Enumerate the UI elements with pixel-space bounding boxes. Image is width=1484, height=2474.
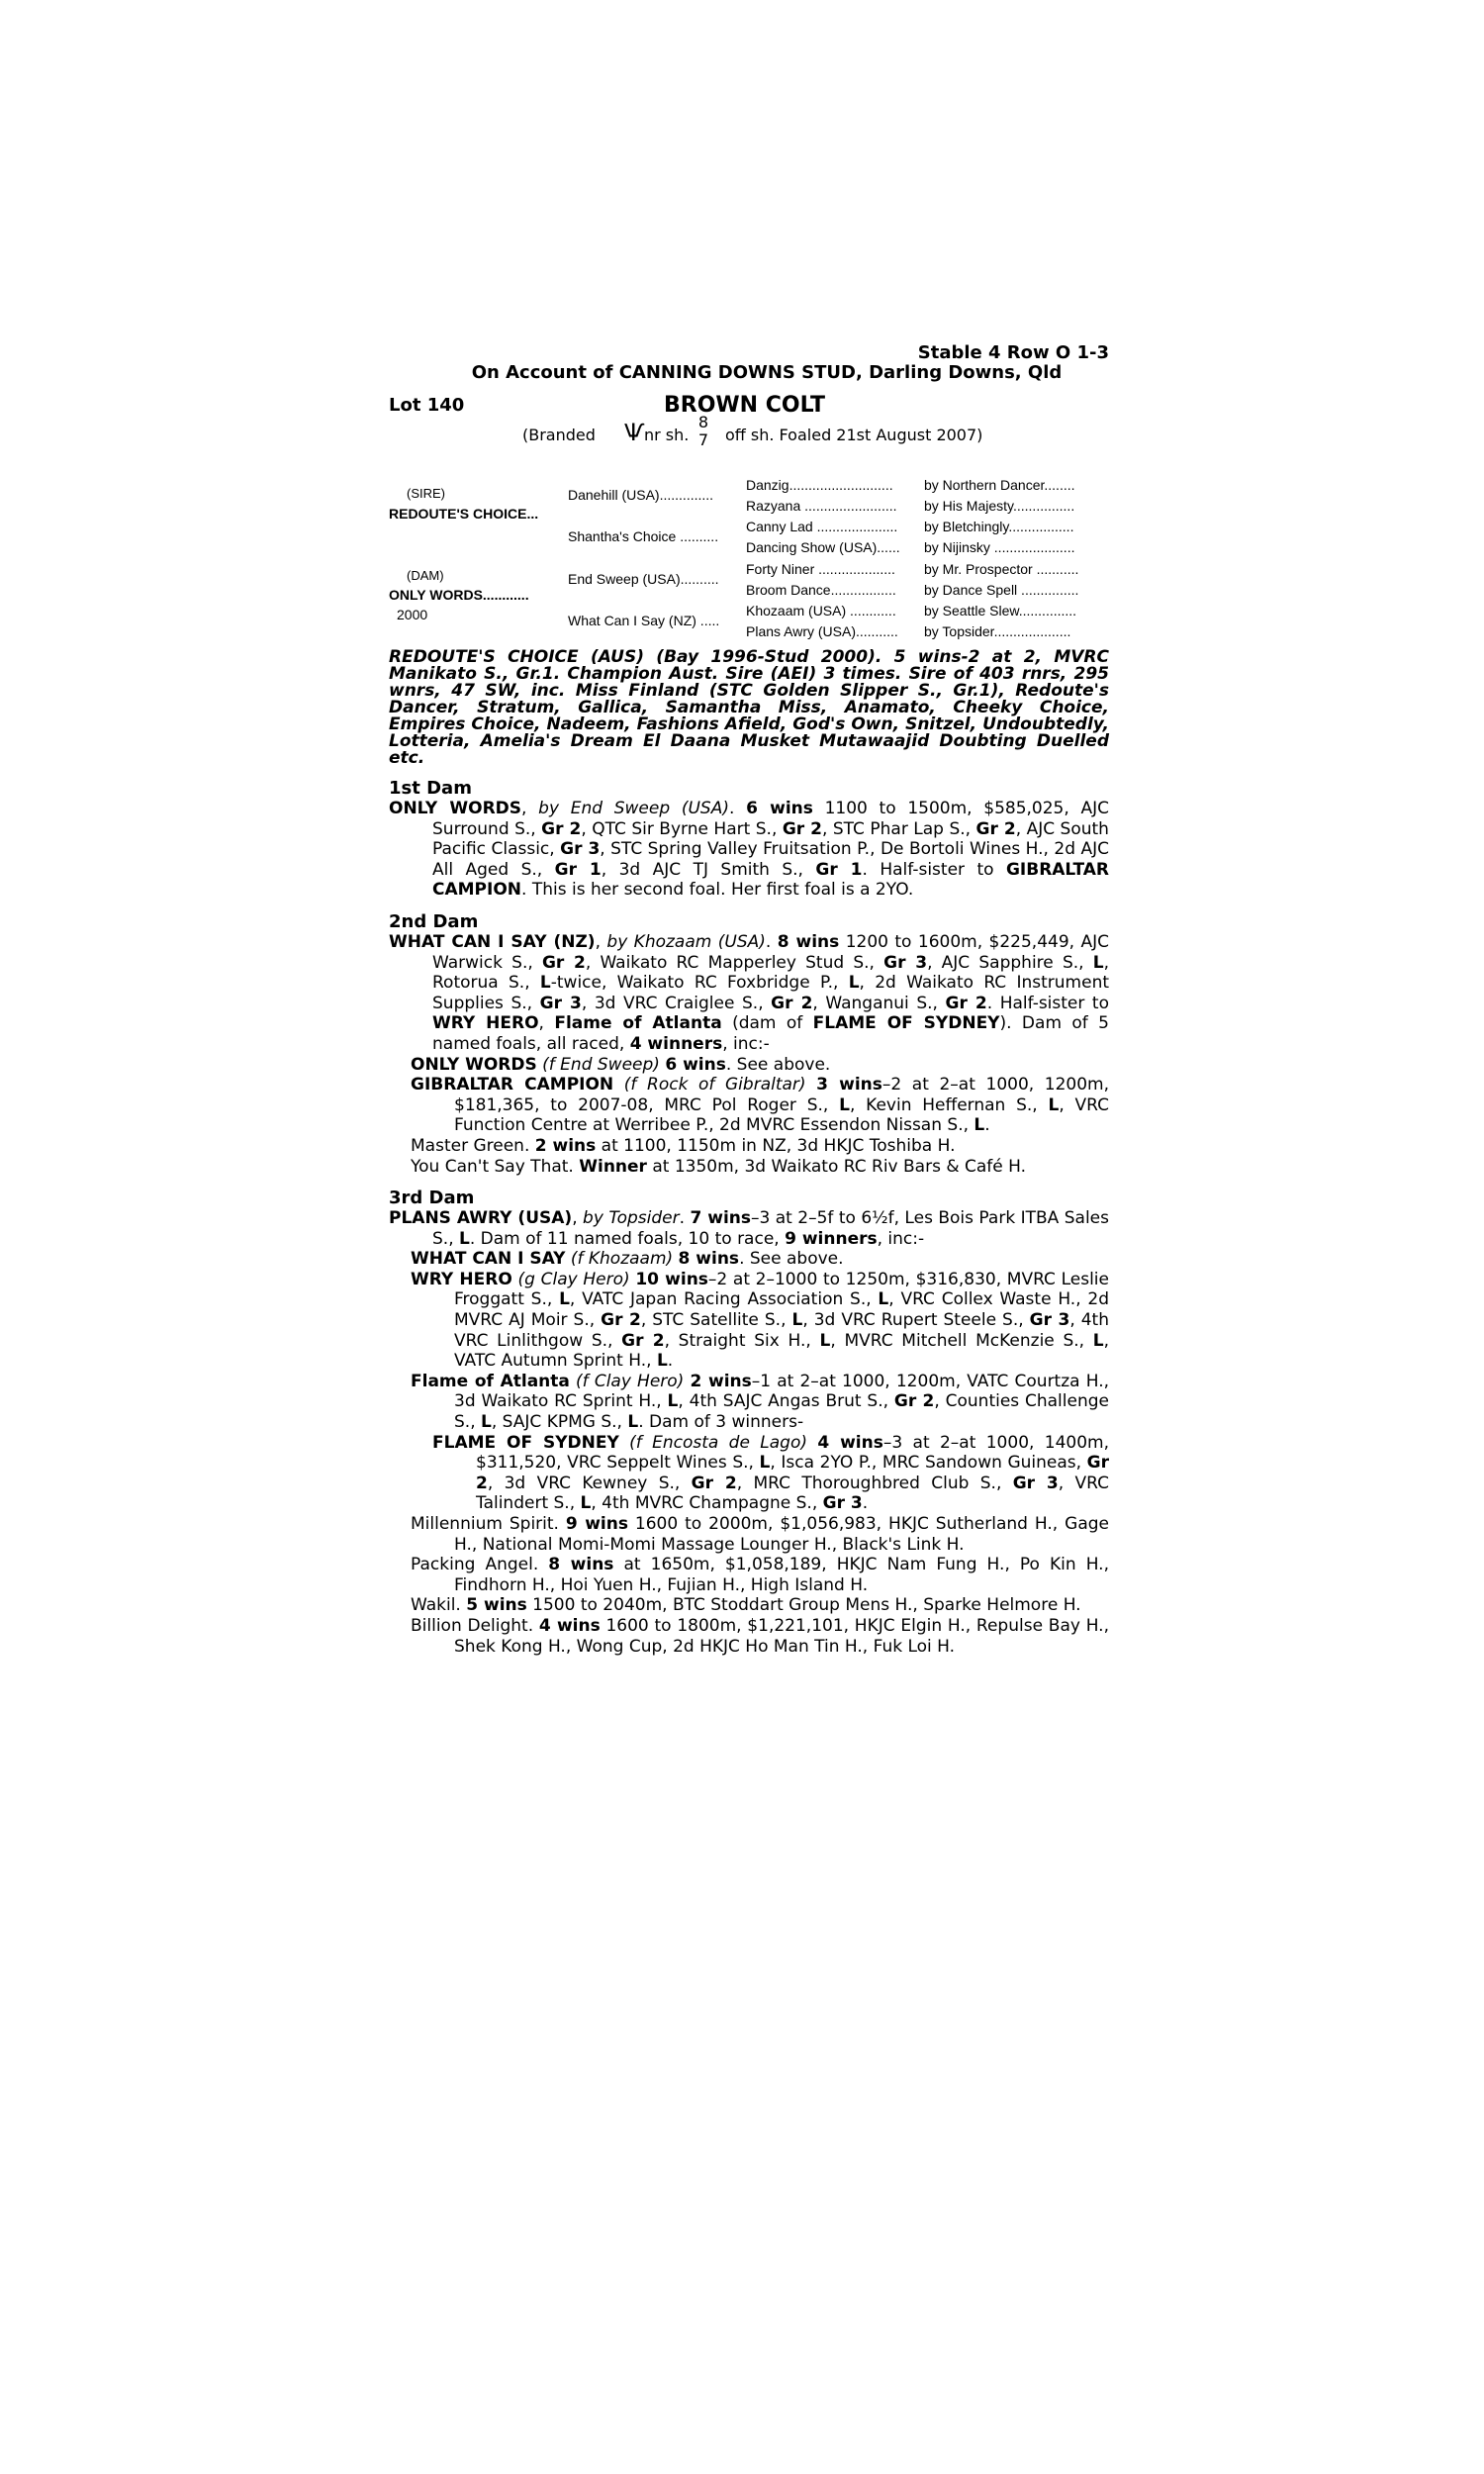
- text: . Dam of 11 named foals, 10 to race,: [469, 1228, 786, 1249]
- brand-num-top: 8: [697, 413, 709, 431]
- text: , 3d VRC Rupert Steele S.,: [802, 1310, 1030, 1331]
- dam-name: WHAT CAN I SAY (NZ): [389, 931, 596, 952]
- text: , Waikato RC Mapperley Stud S.,: [585, 952, 884, 973]
- text: –1 at 2–at 1000, 1200m, VATC Courtza H., 3d Waikato RC Sprint H.,: [454, 1371, 1110, 1412]
- text: . See above.: [725, 1054, 831, 1075]
- dam-sire: by Topsider: [583, 1208, 680, 1229]
- stable-location: Stable 4 Row O 1-3: [917, 342, 1109, 363]
- lot-number: Lot 140: [389, 395, 465, 416]
- produce-name: FLAME OF SYDNEY: [432, 1432, 619, 1453]
- brand-near: nr sh.: [644, 426, 690, 444]
- winners: 4 winners: [629, 1033, 723, 1054]
- grade: Gr 2: [621, 1330, 665, 1351]
- text: 1600 to 1800m, $1,221,101, HKJC Elgin H., Repulse Bay H., Shek Kong H., Wong Cup, 2d HKJC Ho Man Tin H., Fuk Loi H.: [454, 1615, 1109, 1657]
- grade: Gr 2: [476, 1453, 1110, 1493]
- grade: L: [848, 973, 860, 994]
- text: . This is her second foal. Her first foal is a 2YO.: [521, 880, 914, 901]
- text: –2 at 2–1000 to 1250m, $316,830, MVRC Leslie Froggatt S.,: [454, 1269, 1109, 1310]
- text: , VRC Function Centre at Werribee P., 2d MVRC Essendon Nissan S.,: [454, 1094, 1110, 1136]
- text: ). Dam of 5 named foals, all raced,: [432, 1013, 1109, 1054]
- pedigree-g3: by Seattle Slew...............: [924, 603, 1077, 618]
- produce-name: Packing Angel.: [411, 1555, 549, 1575]
- produce-entry: [411, 1615, 1109, 1657]
- produce-entry: [411, 1156, 1109, 1178]
- grade: L: [627, 1412, 639, 1433]
- grade: L: [1092, 1330, 1104, 1351]
- grade: Gr 3: [822, 1493, 863, 1514]
- pedigree-g3: by Nijinsky .....................: [924, 539, 1075, 555]
- grade: Gr 2: [541, 818, 582, 839]
- pedigree-g1: End Sweep (USA)..........: [568, 571, 719, 587]
- grade: Gr 2: [782, 818, 822, 839]
- text: 1100 to 1500m, $585,025, AJC Surround S.,: [432, 799, 1109, 839]
- text: .: [862, 1493, 869, 1514]
- grade: L: [878, 1289, 889, 1310]
- produce-entry: [432, 1432, 1110, 1514]
- wins: 8 wins: [678, 1249, 740, 1270]
- produce-name: Millennium Spirit.: [411, 1514, 566, 1534]
- grade: Gr 3: [539, 993, 582, 1013]
- pedigree-table: [389, 474, 1109, 637]
- produce-record: [389, 779, 1109, 1657]
- wins: 10 wins: [635, 1269, 708, 1289]
- wins: 6 wins: [665, 1054, 726, 1075]
- wins: 6 wins: [746, 799, 813, 818]
- produce-sire: (f Encosta de Lago): [629, 1432, 808, 1453]
- text: 1500 to 2040m, BTC Stoddart Group Mens H., Sparke Helmore H.: [526, 1595, 1081, 1616]
- grade: L: [819, 1330, 831, 1351]
- wins: 2 wins: [690, 1371, 752, 1391]
- produce-sire: (f Khozaam): [570, 1249, 674, 1270]
- grade: L: [759, 1453, 771, 1474]
- text: , MVRC Mitchell McKenzie S.,: [830, 1330, 1093, 1351]
- produce-name: Wakil.: [411, 1595, 467, 1616]
- text: , 4th MVRC Champagne S.,: [591, 1493, 823, 1514]
- wins: 2 wins: [534, 1135, 597, 1156]
- text: , 2d Waikato RC Instrument Supplies S.,: [432, 973, 1110, 1013]
- winners: 9 winners: [785, 1228, 878, 1249]
- produce-entry: [411, 1075, 1110, 1136]
- text: , STC Satellite S.,: [640, 1310, 792, 1331]
- text: , Isca 2YO P., MRC Sandown Guineas,: [770, 1453, 1087, 1474]
- produce-name: You Can't Say That.: [411, 1156, 580, 1177]
- produce-name: WRY HERO: [411, 1269, 512, 1289]
- second-dam-heading: 2nd Dam: [389, 910, 479, 932]
- text: –3 at 2–5f to 6½f, Les Bois Park ITBA Sales S.,: [432, 1208, 1109, 1249]
- pedigree-g2: Khozaam (USA) ............: [746, 603, 896, 618]
- pedigree-g2: Canny Lad .....................: [746, 519, 898, 534]
- grade: Gr 3: [560, 839, 601, 860]
- produce-entry: [411, 1595, 1109, 1616]
- pedigree-g3: by Topsider....................: [924, 623, 1071, 639]
- first-dam-heading: 1st Dam: [389, 778, 472, 799]
- produce-name: GIBRALTAR CAMPION: [411, 1075, 614, 1095]
- grade: Gr 2: [771, 993, 813, 1013]
- sire-name: REDOUTE'S CHOICE...: [389, 506, 539, 522]
- pedigree-g2: Razyana ........................: [746, 498, 897, 514]
- text: .: [984, 1115, 990, 1136]
- produce-entry: [411, 1135, 1109, 1157]
- grade: L: [459, 1228, 470, 1249]
- vendor-line: On Account of CANNING DOWNS STUD, Darling Downs, Qld: [471, 362, 1063, 383]
- produce-sire: (f Clay Hero): [576, 1371, 685, 1391]
- dam-sire: by End Sweep (USA): [538, 799, 729, 818]
- produce-entry: [411, 1054, 1109, 1076]
- produce-entry: [411, 1269, 1110, 1372]
- dam-name: ONLY WORDS............: [389, 587, 529, 603]
- text: , AJC South Pacific Classic,: [432, 818, 1109, 860]
- text: , 3d VRC Kewney S.,: [487, 1473, 692, 1493]
- produce-entry: [411, 1514, 1110, 1555]
- grade: L: [481, 1412, 492, 1433]
- dam-name: ONLY WORDS: [389, 799, 522, 818]
- text: –2 at 2–at 1000, 1200m, $181,365, to 2007-08, MRC Pol Roger S.,: [454, 1075, 1110, 1115]
- text: , VRC Collex Waste H., 2d MVRC AJ Moir S.,: [454, 1289, 1109, 1331]
- pedigree-g2: Danzig...........................: [746, 477, 893, 493]
- produce-sire: (g Clay Hero): [517, 1269, 630, 1289]
- text: , VATC Japan Racing Association S.,: [569, 1289, 879, 1310]
- pedigree-g3: by His Majesty................: [924, 498, 1075, 514]
- brand-line: [389, 413, 1109, 458]
- grade: L: [839, 1094, 850, 1115]
- text: at 1650m, $1,058,189, HKJC Nam Fung H., Po Kin H., Findhorn H., Hoi Yuen H., Fujian H., High Island H.: [454, 1555, 1109, 1595]
- grade: L: [667, 1391, 679, 1412]
- pedigree-g2: Plans Awry (USA)...........: [746, 623, 898, 639]
- first-dam-para: ONLY WORDS, by End Sweep (USA). 6 wins 1100 to 1500m, $585,025, AJC Surround S., Gr 2, QTC Sir Byrne Hart S., Gr 2, STC Phar Lap S., Gr 2, AJC South Pacific Classic, Gr 3, STC Spring Valley Fruitsation P., De Bortoli Wines H., 2d AJC All Aged S., Gr 1, 3d AJC TJ Smith S., Gr 1. Half-sister to GIBRALTAR CAMPION. This is her second foal. Her first foal is a 2YO.: [389, 799, 1109, 901]
- second-dam-para: WHAT CAN I SAY (NZ), by Khozaam (USA). 8 wins 1200 to 1600m, $225,449, AJC Warwick S., Gr 2, Waikato RC Mapperley Stud S., Gr 3, AJC Sapphire S., L, Rotorua S., L-twice, Waikato RC Foxbridge P., L, 2d Waikato RC Instrument Supplies S., Gr 3, 3d VRC Craiglee S., Gr 2, Wanganui S., Gr 2. Half-sister to WRY HERO, Flame of Atlanta (dam of FLAME OF SYDNEY). Dam of 5 named foals, all raced, 4 winners, inc:-: [389, 931, 1110, 1054]
- grade: Gr 2: [601, 1310, 641, 1331]
- wins: 8 wins: [777, 931, 840, 952]
- wins: 5 wins: [466, 1595, 527, 1616]
- produce-name: Master Green.: [411, 1135, 535, 1156]
- produce-entry: [411, 1249, 1109, 1270]
- produce-entry: [411, 1555, 1109, 1595]
- pedigree-g3: by Dance Spell ...............: [924, 582, 1079, 598]
- text: , AJC Sapphire S.,: [927, 952, 1093, 973]
- wins: 8 wins: [548, 1555, 614, 1575]
- third-dam-heading: 3rd Dam: [389, 1188, 475, 1209]
- grade: L: [791, 1310, 803, 1331]
- grade: Gr 2: [541, 952, 586, 973]
- text: at 1350m, 3d Waikato RC Riv Bars & Café H.: [646, 1156, 1027, 1177]
- brand-suffix: off sh. Foaled 21st August 2007): [725, 426, 983, 444]
- wins: 4 wins: [817, 1432, 883, 1453]
- dam-year: 2000: [397, 607, 428, 622]
- grade: Gr 2: [945, 993, 987, 1013]
- text: , inc:-: [722, 1033, 770, 1054]
- produce-name: ONLY WORDS: [411, 1054, 537, 1075]
- text: ,: [538, 1013, 555, 1034]
- text: . Half-sister to: [862, 859, 1006, 880]
- brand-mark-icon: Ѱ: [624, 419, 645, 446]
- text: , Kevin Heffernan S.,: [849, 1094, 1049, 1115]
- grade: L: [539, 973, 551, 994]
- pedigree-g1: Danehill (USA)..............: [568, 487, 714, 503]
- third-dam-para: PLANS AWRY (USA), by Topsider. 7 wins–3 at 2–5f to 6½f, Les Bois Park ITBA Sales S., L. Dam of 11 named foals, 10 to race, 9 winners, inc:-: [389, 1208, 1109, 1249]
- brand-prefix: (Branded: [522, 426, 596, 444]
- grade: Gr 3: [1012, 1473, 1059, 1493]
- wins: 3 wins: [816, 1075, 882, 1095]
- text: , MRC Thoroughbred Club S.,: [736, 1473, 1013, 1493]
- grade: L: [1048, 1094, 1060, 1115]
- text: , Rotorua S.,: [432, 952, 1109, 994]
- lot-entry: [389, 343, 1109, 1657]
- text: at 1100, 1150m in NZ, 3d HKJC Toshiba H.: [596, 1135, 956, 1156]
- produce-sire: (f End Sweep): [542, 1054, 660, 1075]
- grade: L: [1092, 952, 1104, 973]
- pedigree-g2: Forty Niner ....................: [746, 561, 895, 577]
- text: , inc:-: [877, 1228, 925, 1249]
- pedigree-g1: Shantha's Choice ..........: [568, 528, 719, 544]
- produce-name: WHAT CAN I SAY: [411, 1249, 566, 1270]
- text: . Half-sister to: [986, 993, 1109, 1013]
- grade: Gr 2: [893, 1391, 935, 1412]
- grade: Gr 1: [554, 859, 602, 880]
- produce-sire: (f Rock of Gibraltar): [623, 1075, 806, 1095]
- text: , STC Spring Valley Fruitsation P., De Bortoli Wines H., 2d AJC All Aged S.,: [432, 839, 1109, 880]
- text: –3 at 2–at 1000, 1400m, $311,520, VRC Seppelt Wines S.,: [476, 1432, 1110, 1474]
- wins: Winner: [579, 1156, 647, 1177]
- text: , 3d AJC TJ Smith S.,: [601, 859, 816, 880]
- dam-label: (DAM): [407, 568, 444, 583]
- text: .: [667, 1351, 674, 1372]
- pedigree-g1: What Can I Say (NZ) .....: [568, 613, 720, 628]
- grade: Gr 1: [815, 859, 863, 880]
- wins: 4 wins: [538, 1615, 601, 1636]
- text: , 3d VRC Craiglee S.,: [581, 993, 772, 1013]
- pedigree-g3: by Northern Dancer........: [924, 477, 1075, 493]
- text: 1200 to 1600m, $225,449, AJC Warwick S.,: [432, 931, 1110, 973]
- dam-sire: by Khozaam (USA): [606, 931, 766, 952]
- grade: L: [656, 1351, 668, 1372]
- brand-num-bottom: 7: [697, 430, 709, 449]
- text: , 4th VRC Linlithgow S.,: [454, 1310, 1109, 1351]
- text: , VATC Autumn Sprint H.,: [454, 1330, 1110, 1372]
- lot-title: BROWN COLT: [664, 393, 825, 418]
- text: , Wanganui S.,: [812, 993, 946, 1013]
- wins: 7 wins: [690, 1208, 751, 1229]
- text: (dam of: [721, 1013, 813, 1034]
- grade: L: [559, 1289, 570, 1310]
- text: , QTC Sir Byrne Hart S.,: [581, 818, 783, 839]
- pedigree-g3: by Mr. Prospector ...........: [924, 561, 1079, 577]
- grade: Gr 3: [883, 952, 928, 973]
- text: , 4th SAJC Angas Brut S.,: [678, 1391, 894, 1412]
- grade: Gr 2: [975, 818, 1016, 839]
- text: 1600 to 2000m, $1,056,983, HKJC Sutherland H., Gage H., National Momi-Momi Massage Lounger H., Black's Link H.: [454, 1514, 1110, 1555]
- text: . See above.: [739, 1249, 844, 1270]
- wins: 9 wins: [565, 1514, 628, 1534]
- sire-label: (SIRE): [407, 486, 445, 501]
- text: , Straight Six H.,: [664, 1330, 820, 1351]
- grade: L: [974, 1115, 985, 1136]
- produce-entry: [411, 1371, 1110, 1433]
- text: , Counties Challenge S.,: [454, 1391, 1109, 1433]
- dam-name: PLANS AWRY (USA): [389, 1208, 573, 1229]
- text: -twice, Waikato RC Foxbridge P.,: [550, 973, 849, 994]
- pedigree-g2: Dancing Show (USA)......: [746, 539, 900, 555]
- lot-row: [389, 393, 1109, 419]
- sire-summary: REDOUTE'S CHOICE (AUS) (Bay 1996-Stud 2000). 5 wins-2 at 2, MVRC Manikato S., Gr.1. Champion Aust. Sire (AEI) 3 times. Sire of 403 rnrs, 295 wnrs, 47 SW, inc. Miss Finland (STC Golden Slipper S., Gr.1), Redoute's Dancer, Stratum, Gallica, Samantha Miss, Anamato, Cheeky Choice, Empires Choice, Nadeem, Fashions Afield, God's Own, Snitzel, Undoubtedly, Lotteria, Amelia's Dream El Daana Musket Mutawaajid Doubting Duelled etc.: [389, 647, 1109, 768]
- brand-numbers: [696, 414, 711, 449]
- sibling: GIBRALTAR CAMPION: [432, 859, 1109, 901]
- pedigree-g3: by Bletchingly.................: [924, 519, 1074, 534]
- pedigree-g2: Broom Dance.................: [746, 582, 896, 598]
- text: . Dam of 3 winners-: [638, 1412, 804, 1433]
- grade: Gr 3: [1029, 1310, 1070, 1331]
- grade: L: [580, 1493, 592, 1514]
- grade: Gr 2: [691, 1473, 737, 1493]
- produce-name: Billion Delight.: [411, 1615, 539, 1636]
- produce-name: Flame of Atlanta: [411, 1371, 570, 1391]
- text: , STC Phar Lap S.,: [821, 818, 976, 839]
- sibling: WRY HERO: [432, 1013, 539, 1034]
- text: , SAJC KPMG S.,: [491, 1412, 628, 1433]
- sibling: FLAME OF SYDNEY: [812, 1013, 1000, 1034]
- text: , VRC Talindert S.,: [476, 1473, 1109, 1514]
- sibling: Flame of Atlanta: [554, 1013, 722, 1034]
